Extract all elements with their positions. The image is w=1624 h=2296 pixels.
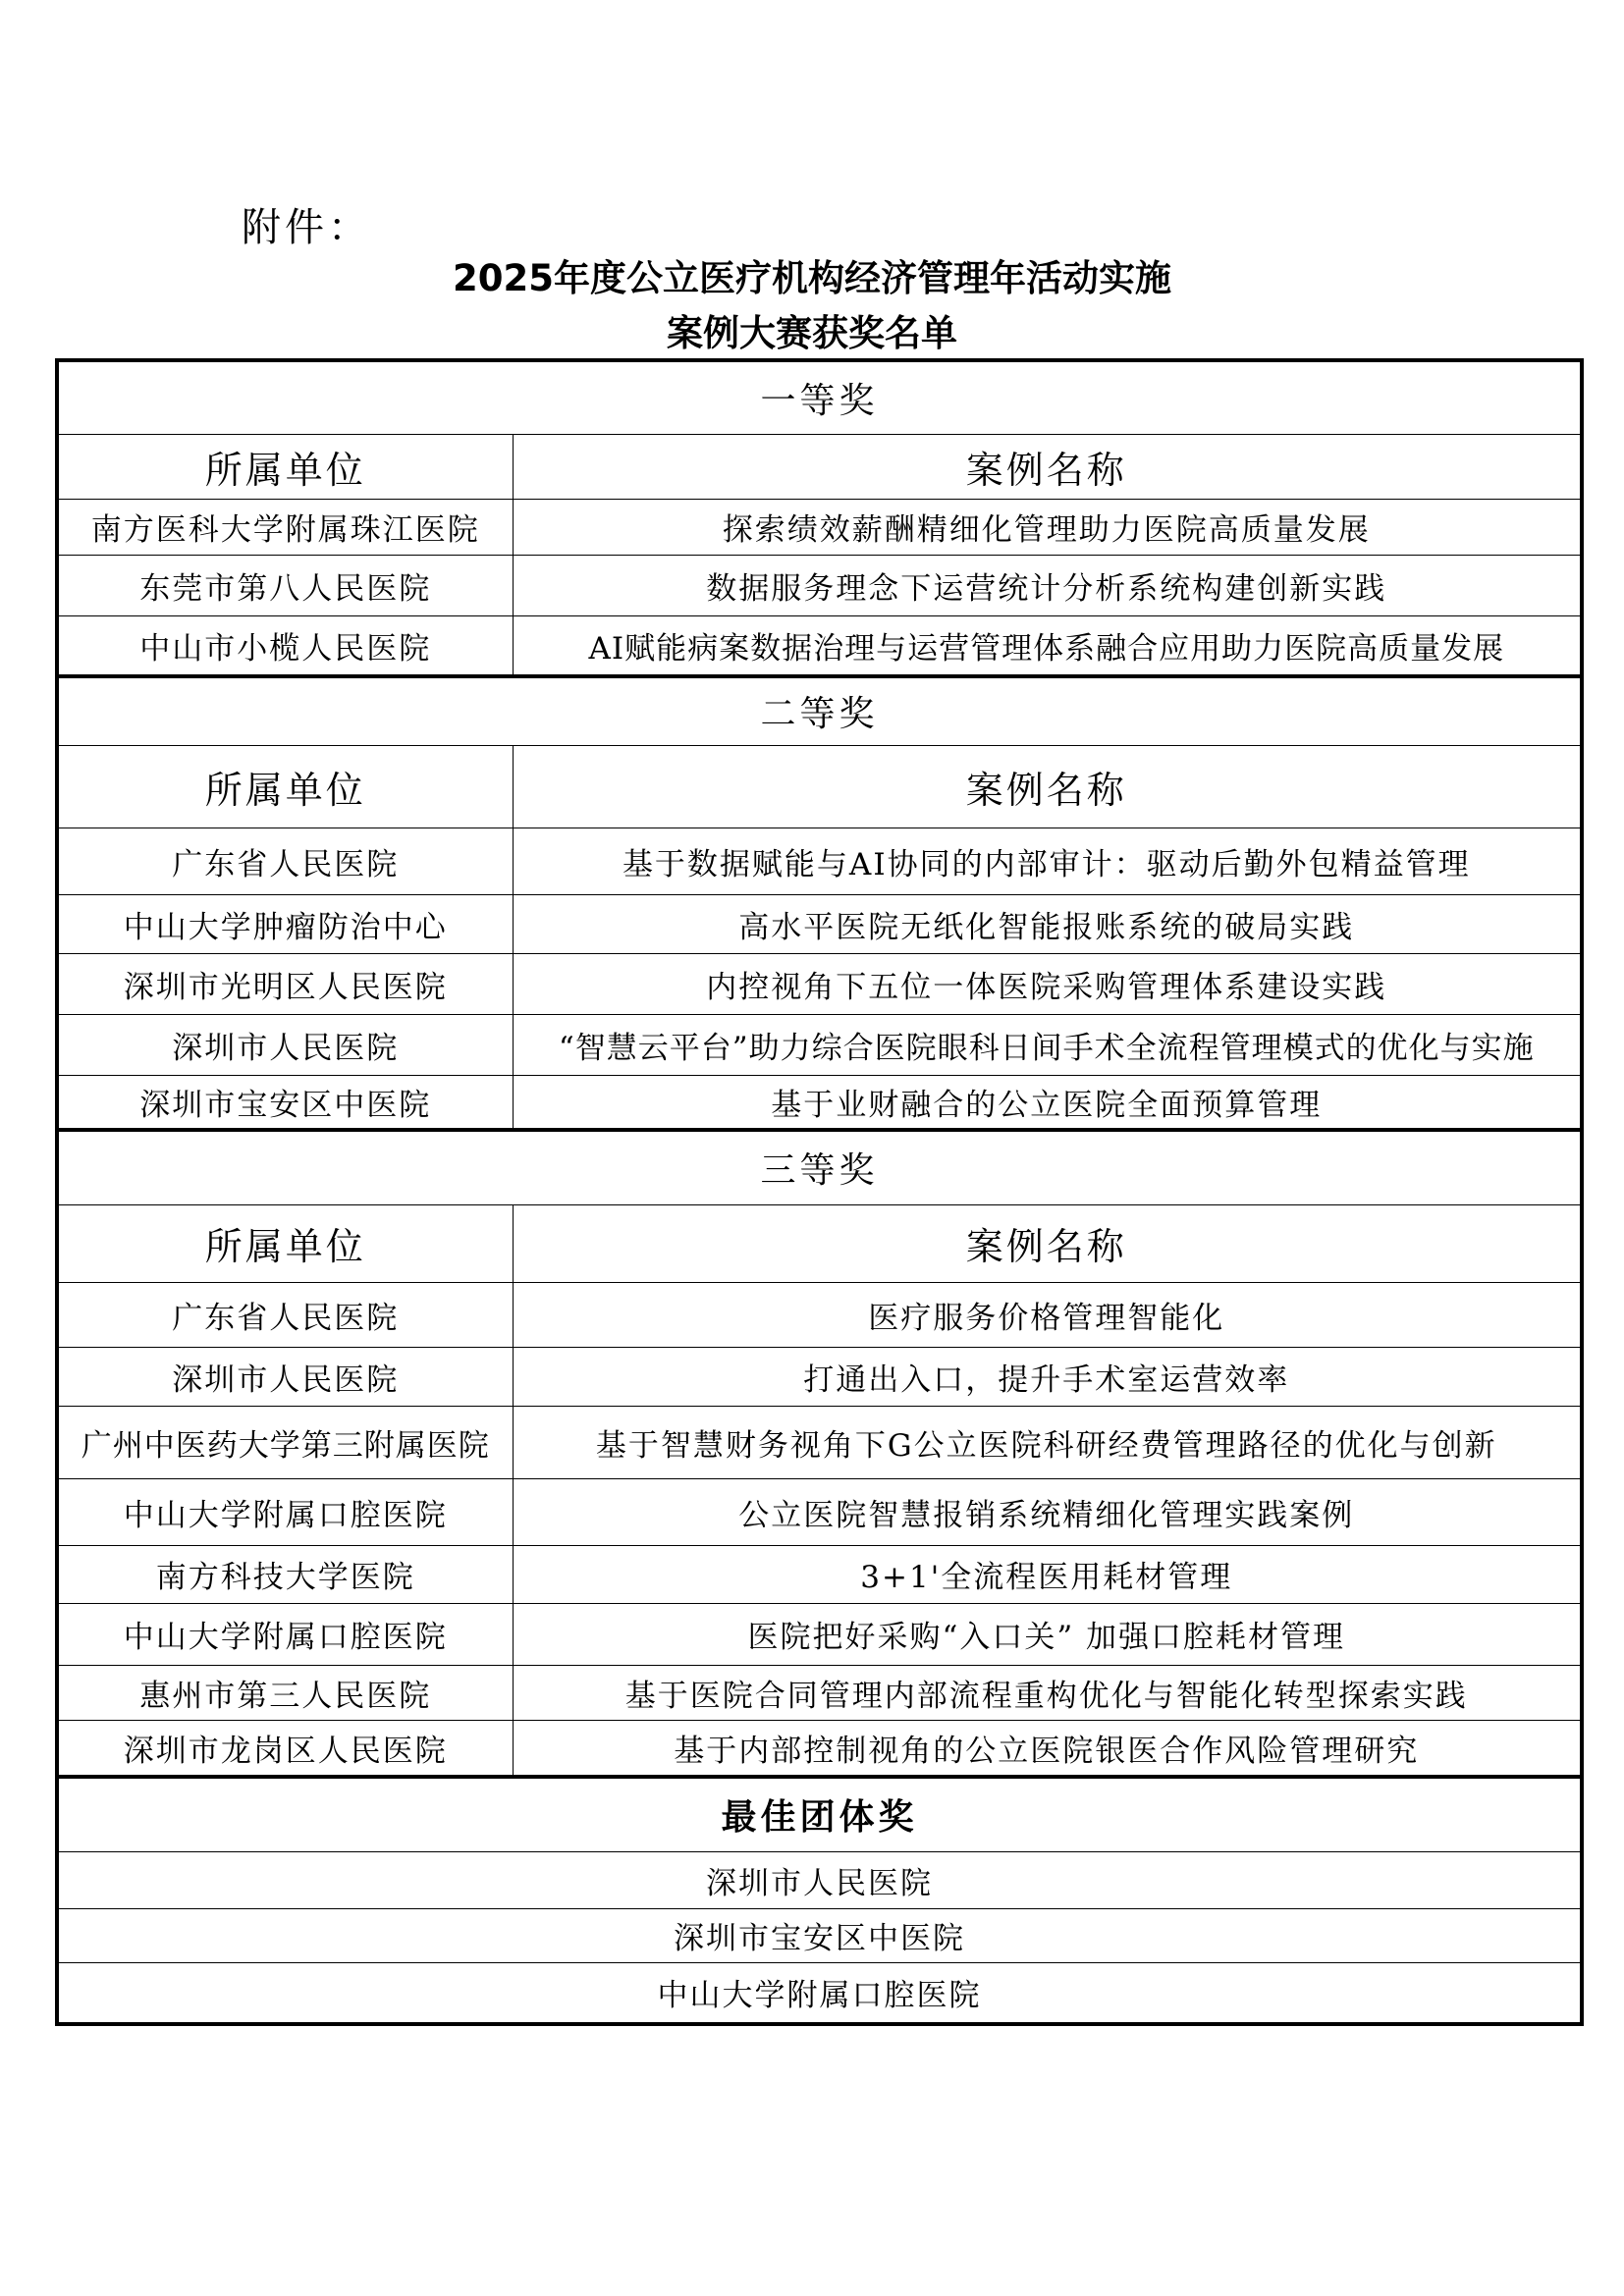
awards-table	[55, 358, 1584, 2026]
section-heading-row	[57, 1130, 1582, 1204]
unit-cell: 南方医科大学附属珠江医院	[57, 499, 513, 555]
unit-cell: 深圳市龙岗区人民医院	[57, 1720, 513, 1777]
unit-cell: 中山大学附属口腔医院	[57, 1478, 513, 1545]
table-row	[57, 1347, 1582, 1406]
case-cell: 打通出入口，提升手术室运营效率	[513, 1347, 1582, 1406]
case-cell: 基于业财融合的公立医院全面预算管理	[513, 1075, 1582, 1130]
table-row	[57, 953, 1582, 1014]
table-row	[57, 1406, 1582, 1478]
col-header-unit: 所属单位	[57, 434, 513, 499]
column-header-row	[57, 1204, 1582, 1282]
table-row	[57, 1075, 1582, 1130]
unit-cell: 深圳市光明区人民医院	[57, 953, 513, 1014]
case-cell: 数据服务理念下运营统计分析系统构建创新实践	[513, 555, 1582, 615]
table-row	[57, 499, 1582, 555]
case-cell: 基于医院合同管理内部流程重构优化与智能化转型探索实践	[513, 1665, 1582, 1720]
table-row	[57, 1962, 1582, 2024]
unit-cell: 广东省人民医院	[57, 1282, 513, 1347]
section-heading-row	[57, 676, 1582, 745]
case-cell: 高水平医院无纸化智能报账系统的破局实践	[513, 894, 1582, 953]
table-row	[57, 1665, 1582, 1720]
table-row	[57, 615, 1582, 676]
case-cell: 基于智慧财务视角下G公立医院科研经费管理路径的优化与创新	[513, 1406, 1582, 1478]
section-first-prize: 一等奖	[57, 360, 1582, 434]
section-third-prize: 三等奖	[57, 1130, 1582, 1204]
section-heading-row	[57, 360, 1582, 434]
unit-cell: 中山市小榄人民医院	[57, 615, 513, 676]
table-row	[57, 1603, 1582, 1665]
table-row	[57, 1014, 1582, 1075]
case-cell: 公立医院智慧报销系统精细化管理实践案例	[513, 1478, 1582, 1545]
case-cell: 基于数据赋能与AI协同的内部审计：驱动后勤外包精益管理	[513, 828, 1582, 894]
case-cell: “智慧云平台”助力综合医院眼科日间手术全流程管理模式的优化与实施	[513, 1014, 1582, 1075]
section-second-prize: 二等奖	[57, 676, 1582, 745]
table-row	[57, 1282, 1582, 1347]
team-cell: 中山大学附属口腔医院	[57, 1962, 1582, 2024]
col-header-unit: 所属单位	[57, 1204, 513, 1282]
table-row	[57, 555, 1582, 615]
table-row	[57, 1545, 1582, 1603]
unit-cell: 深圳市人民医院	[57, 1347, 513, 1406]
unit-cell: 广州中医药大学第三附属医院	[57, 1406, 513, 1478]
case-cell: 探索绩效薪酬精细化管理助力医院高质量发展	[513, 499, 1582, 555]
section-best-team: 最佳团体奖	[57, 1777, 1582, 1851]
table-row	[57, 894, 1582, 953]
col-header-case: 案例名称	[513, 1204, 1582, 1282]
unit-cell: 中山大学附属口腔医院	[57, 1603, 513, 1665]
team-cell: 深圳市宝安区中医院	[57, 1908, 1582, 1962]
case-cell: 内控视角下五位一体医院采购管理体系建设实践	[513, 953, 1582, 1014]
table-row	[57, 1908, 1582, 1962]
unit-cell: 深圳市人民医院	[57, 1014, 513, 1075]
col-header-case: 案例名称	[513, 434, 1582, 499]
case-cell: 3+1'全流程医用耗材管理	[513, 1545, 1582, 1603]
unit-cell: 深圳市宝安区中医院	[57, 1075, 513, 1130]
case-cell: 医院把好采购“入口关” 加强口腔耗材管理	[513, 1603, 1582, 1665]
document-title-line2: 案例大赛获奖名单	[667, 312, 957, 354]
case-cell: 基于内部控制视角的公立医院银医合作风险管理研究	[513, 1720, 1582, 1777]
case-cell: 医疗服务价格管理智能化	[513, 1282, 1582, 1347]
attachment-label: 附件：	[242, 205, 371, 250]
section-heading-row	[57, 1777, 1582, 1851]
case-cell: AI赋能病案数据治理与运营管理体系融合应用助力医院高质量发展	[513, 615, 1582, 676]
col-header-case: 案例名称	[513, 745, 1582, 828]
table-row	[57, 828, 1582, 894]
table-row	[57, 1478, 1582, 1545]
col-header-unit: 所属单位	[57, 745, 513, 828]
unit-cell: 南方科技大学医院	[57, 1545, 513, 1603]
unit-cell: 惠州市第三人民医院	[57, 1665, 513, 1720]
unit-cell: 中山大学肿瘤防治中心	[57, 894, 513, 953]
column-header-row	[57, 434, 1582, 499]
unit-cell: 广东省人民医院	[57, 828, 513, 894]
document-title-line1: 2025年度公立医疗机构经济管理年活动实施	[453, 257, 1171, 299]
table-row	[57, 1851, 1582, 1908]
team-cell: 深圳市人民医院	[57, 1851, 1582, 1908]
unit-cell: 东莞市第八人民医院	[57, 555, 513, 615]
table-row	[57, 1720, 1582, 1777]
column-header-row	[57, 745, 1582, 828]
